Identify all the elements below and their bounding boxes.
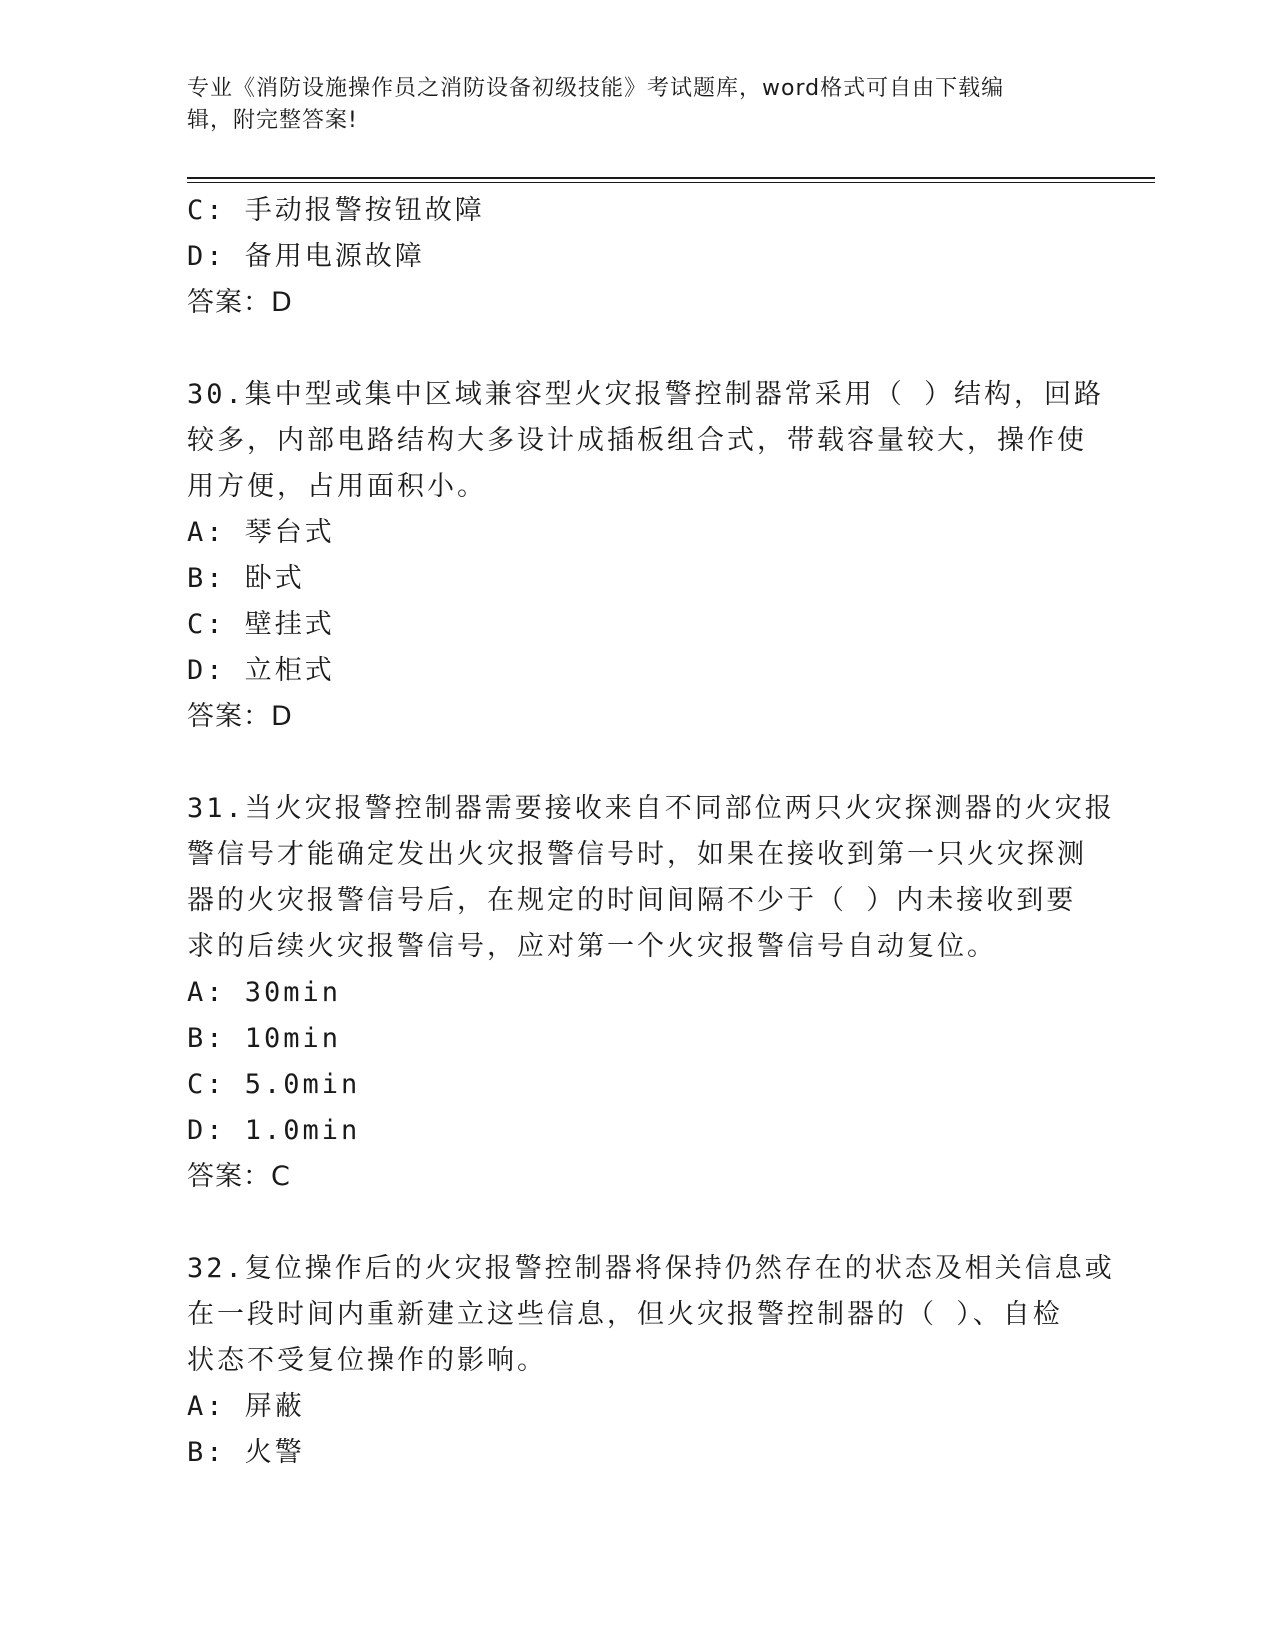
option-d: D: 立柜式 xyxy=(187,655,335,686)
spacer xyxy=(187,326,1087,372)
option-b: B: 卧式 xyxy=(187,563,305,594)
option-c: C: 壁挂式 xyxy=(187,609,335,640)
question-31 xyxy=(187,786,1115,1200)
question-stem-line: 用方便，占用面积小。 xyxy=(187,471,487,502)
question-stem-line: 器的火灾报警信号后，在规定的时间间隔不少于（ ）内未接收到要 xyxy=(187,885,1077,916)
answer-line: 答案：D xyxy=(187,701,293,732)
question-stem-line: 32.复位操作后的火灾报警控制器将保持仍然存在的状态及相关信息或 xyxy=(187,1253,1115,1284)
spacer xyxy=(187,740,1087,786)
question-stem-line: 状态不受复位操作的影响。 xyxy=(187,1345,547,1376)
header-divider-thick xyxy=(187,177,1155,179)
question-stem-line: 在一段时间内重新建立这些信息，但火灾报警控制器的（ ）、自检 xyxy=(187,1299,1063,1330)
answer-line: 答案：D xyxy=(187,287,293,318)
question-stem-line: 警信号才能确定发出火灾报警信号时，如果在接收到第一只火灾探测 xyxy=(187,839,1087,870)
answer-line: 答案：C xyxy=(187,1161,291,1192)
question-continued xyxy=(187,188,1087,326)
spacer xyxy=(187,1200,1087,1246)
header-divider-thin xyxy=(187,182,1155,183)
option-a: A: 30min xyxy=(187,977,342,1008)
option-b: B: 火警 xyxy=(187,1437,305,1468)
header-line: 专业《消防设施操作员之消防设备初级技能》考试题库，word格式可自由下载编 xyxy=(187,76,1005,101)
option-d: D: 备用电源故障 xyxy=(187,241,425,272)
question-30 xyxy=(187,372,1105,740)
question-stem-line: 31.当火灾报警控制器需要接收来自不同部位两只火灾探测器的火灾报 xyxy=(187,793,1115,824)
document-header xyxy=(187,73,1087,137)
question-stem-line: 求的后续火灾报警信号，应对第一个火灾报警信号自动复位。 xyxy=(187,931,997,962)
question-stem-line: 较多，内部电路结构大多设计成插板组合式，带载容量较大，操作使 xyxy=(187,425,1087,456)
question-list xyxy=(187,188,1115,1476)
option-a: A: 屏蔽 xyxy=(187,1391,305,1422)
option-b: B: 10min xyxy=(187,1023,342,1054)
option-d: D: 1.0min xyxy=(187,1115,361,1146)
option-c: C: 手动报警按钮故障 xyxy=(187,195,485,226)
question-stem-line: 30.集中型或集中区域兼容型火灾报警控制器常采用（ ）结构，回路 xyxy=(187,379,1105,410)
header-line: 辑，附完整答案! xyxy=(187,108,358,133)
option-a: A: 琴台式 xyxy=(187,517,335,548)
option-c: C: 5.0min xyxy=(187,1069,361,1100)
question-32 xyxy=(187,1246,1115,1476)
